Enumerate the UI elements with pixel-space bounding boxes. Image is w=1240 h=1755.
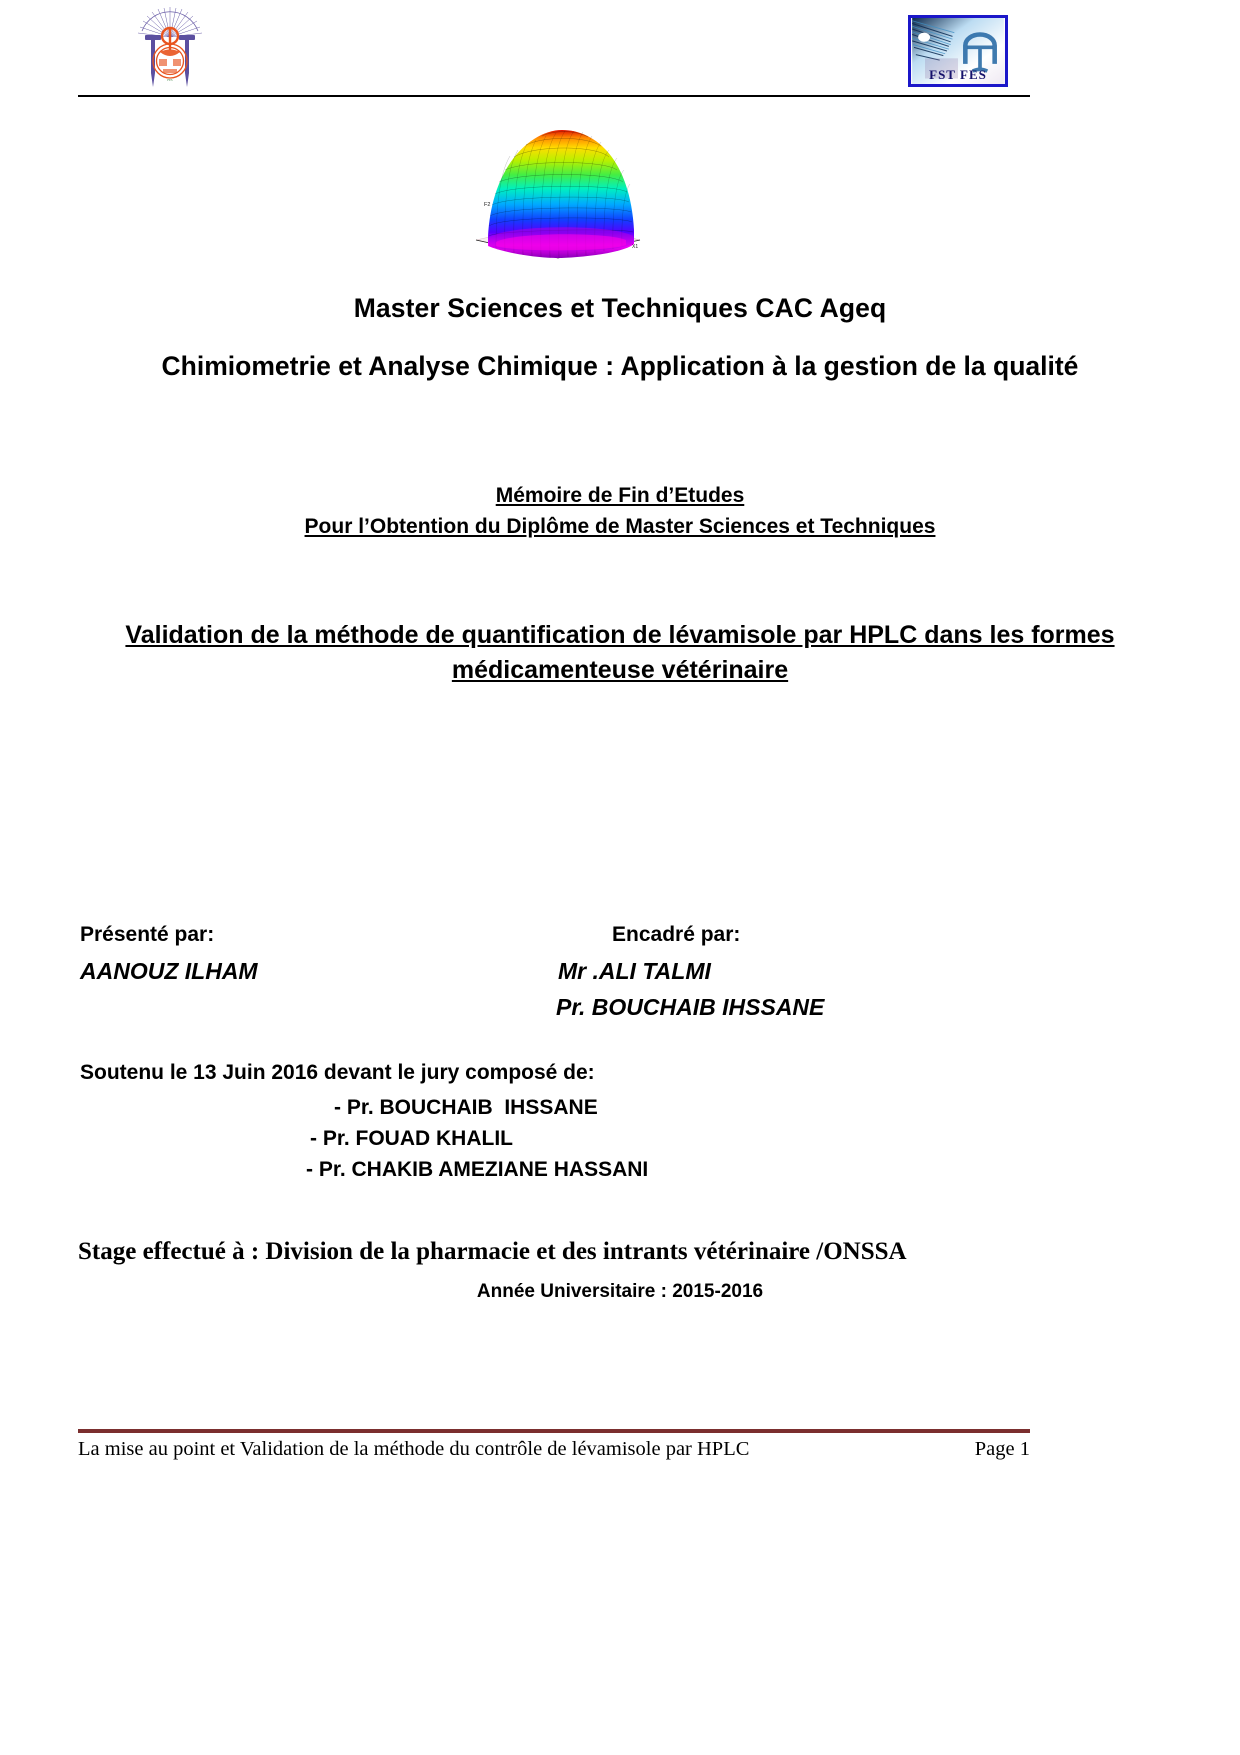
jury-list xyxy=(300,1093,648,1186)
svg-text:FES: FES xyxy=(167,78,173,82)
program-title-line-1: Master Sciences et Techniques CAC Ageq xyxy=(353,293,887,323)
footer-divider xyxy=(78,1429,1030,1433)
page-header xyxy=(78,4,1030,94)
supervised-by-label: Encadré par: xyxy=(612,923,741,946)
internship-line: Stage effectué à : Division de la pharmacie et des intrants vétérinaire /ONSSA xyxy=(78,1238,907,1265)
jury-member: - Pr. CHAKIB AMEZIANE HASSANI xyxy=(306,1157,649,1181)
footer-page-number: Page 1 xyxy=(974,1438,1030,1460)
footer-title: La mise au point et Validation de la méthode du contrôle de lévamisole par HPLC xyxy=(78,1438,750,1460)
fst-fes-logo xyxy=(908,15,1008,87)
thesis-subject-title: Validation de la méthode de quantification de lévamisole par HPLC dans les formes médicamenteuse vétérinaire xyxy=(125,621,1115,684)
header-divider xyxy=(78,95,1030,97)
axis-label-x1: X1 xyxy=(632,244,639,250)
presented-by-label: Présenté par: xyxy=(80,923,215,946)
page-footer xyxy=(78,1438,1030,1468)
supervisor-name-2: Pr. BOUCHAIB IHSSANE xyxy=(556,994,825,1020)
program-title-line-2: Chimiometrie et Analyse Chimique : Application à la gestion de la qualité xyxy=(161,351,1079,381)
student-name: AANOUZ ILHAM xyxy=(80,958,258,984)
response-surface-figure xyxy=(462,112,648,260)
jury-member: - Pr. FOUAD KHALIL xyxy=(310,1126,513,1150)
defense-line: Soutenu le 13 Juin 2016 devant le jury composé de: xyxy=(80,1061,595,1084)
memoire-heading: Mémoire de Fin d’Etudes xyxy=(495,484,745,507)
supervisor-name-1: Mr .ALI TALMI xyxy=(558,958,711,984)
fst-fes-logo-text: FST FES xyxy=(929,67,987,82)
university-logo xyxy=(130,7,210,93)
jury-member: - Pr. BOUCHAIB IHSSANE xyxy=(334,1096,598,1119)
axis-label-f2: F2 xyxy=(484,202,491,208)
memoire-subheading: Pour l’Obtention du Diplôme de Master Sciences et Techniques xyxy=(304,515,936,538)
academic-year: Année Universitaire : 2015-2016 xyxy=(476,1281,764,1302)
